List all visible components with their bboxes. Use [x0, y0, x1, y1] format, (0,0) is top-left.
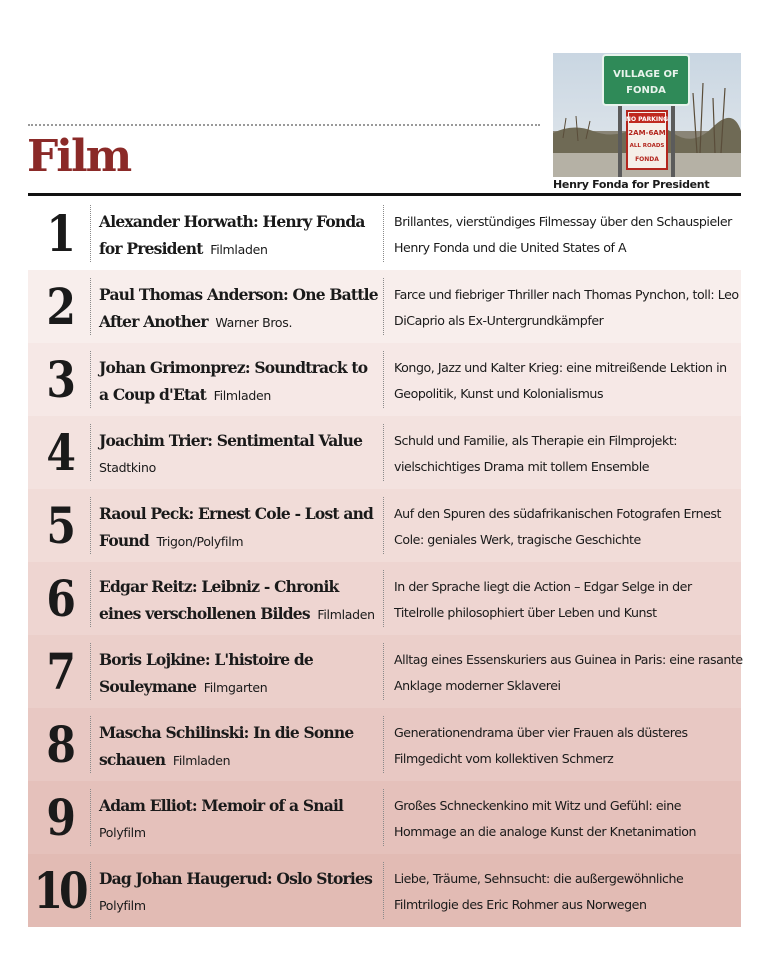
- section-title: Film: [27, 131, 131, 182]
- film-entry: [99, 866, 379, 919]
- sign-text-line1: VILLAGE OF: [613, 69, 679, 80]
- film-distributor: Filmladen: [317, 607, 375, 622]
- column-divider: [383, 205, 384, 262]
- list-item: [28, 270, 741, 343]
- film-title: Joachim Trier: Sentimental Value: [99, 431, 363, 450]
- film-entry: [99, 574, 379, 628]
- list-item: [28, 343, 741, 416]
- column-divider: [383, 789, 384, 846]
- film-entry: [99, 209, 379, 263]
- list-item: [28, 197, 741, 270]
- column-divider: [383, 351, 384, 408]
- film-description: Farce und fiebriger Thriller nach Thomas Pynchon, toll: Leo DiCaprio als Ex-Untergrundkämpfer: [394, 287, 739, 328]
- column-divider: [383, 424, 384, 481]
- column-divider: [383, 716, 384, 773]
- rank-number: 9: [46, 788, 72, 847]
- plate-text-line1: NO PARKING: [625, 116, 669, 123]
- list-item: [28, 854, 741, 927]
- column-divider: [90, 424, 91, 481]
- sign-text-line2: FONDA: [626, 85, 666, 96]
- column-divider: [90, 497, 91, 554]
- film-description: Schuld und Familie, als Therapie ein Filmprojekt: vielschichtiges Drama mit tollem Ensemble: [394, 433, 678, 474]
- column-divider: [90, 716, 91, 773]
- film-distributor: Filmladen: [210, 242, 268, 257]
- film-title: Edgar Reitz: Leibniz - Chronik eines verschollenen Bildes: [99, 577, 339, 623]
- film-description: In der Sprache liegt die Action – Edgar Selge in der Titelrolle philosophiert über Leben und Kunst: [394, 579, 692, 620]
- film-list: [28, 197, 741, 927]
- film-entry: [99, 355, 379, 409]
- header-dotted-rule: [28, 124, 540, 126]
- film-title: Raoul Peck: Ernest Cole - Lost and Found: [99, 504, 374, 550]
- film-entry: [99, 647, 379, 701]
- column-divider: [90, 278, 91, 335]
- film-entry: [99, 720, 379, 774]
- column-divider: [90, 570, 91, 627]
- column-divider: [90, 643, 91, 700]
- column-divider: [383, 862, 384, 919]
- film-description: Auf den Spuren des südafrikanischen Fotografen Ernest Cole: geniales Werk, tragische Geschichte: [394, 506, 721, 547]
- list-item: [28, 562, 741, 635]
- rank-number: 6: [46, 569, 72, 628]
- film-title: Alexander Horwath: Henry Fonda for President: [99, 212, 365, 258]
- plate-text-line3: ALL ROADS: [629, 143, 665, 149]
- film-distributor: Filmladen: [213, 388, 271, 403]
- film-entry: [99, 793, 379, 846]
- film-description: Kongo, Jazz und Kalter Krieg: eine mitreißende Lektion in Geopolitik, Kunst und Kolonialismus: [394, 360, 727, 401]
- film-title: Boris Lojkine: L'histoire de Souleymane: [99, 650, 313, 696]
- rank-number: 5: [46, 496, 72, 555]
- column-divider: [90, 862, 91, 919]
- column-divider: [383, 497, 384, 554]
- rank-number: 4: [46, 423, 72, 482]
- film-description: Liebe, Träume, Sehnsucht: die außergewöhnliche Filmtrilogie des Eric Rohmer aus Norwegen: [394, 871, 684, 912]
- film-distributor: Filmladen: [172, 753, 231, 768]
- column-divider: [90, 205, 91, 262]
- film-distributor: Stadtkino: [99, 460, 156, 475]
- film-entry: [99, 428, 379, 481]
- film-distributor: Polyfilm: [99, 825, 146, 840]
- list-item: [28, 781, 741, 854]
- column-divider: [383, 643, 384, 700]
- film-entry: [99, 282, 379, 336]
- list-item: [28, 635, 741, 708]
- column-divider: [90, 789, 91, 846]
- film-distributor: Polyfilm: [99, 898, 146, 913]
- list-item: [28, 489, 741, 562]
- film-title: Paul Thomas Anderson: One Battle After Another: [99, 285, 378, 331]
- film-description: Brillantes, vierstündiges Filmessay über den Schauspieler Henry Fonda und die United States of A: [394, 214, 732, 255]
- photo-caption: Henry Fonda for President: [553, 178, 710, 191]
- film-distributor: Warner Bros.: [215, 315, 293, 330]
- rank-number: 7: [46, 642, 72, 701]
- film-distributor: Filmgarten: [203, 680, 268, 695]
- film-title: Adam Elliot: Memoir of a Snail: [99, 796, 344, 815]
- list-item: [28, 708, 741, 781]
- rank-number: 10: [33, 861, 85, 920]
- film-title: Dag Johan Haugerud: Oslo Stories: [99, 869, 373, 888]
- village-sign-photo: [553, 53, 741, 177]
- column-divider: [90, 351, 91, 408]
- column-divider: [383, 278, 384, 335]
- column-divider: [383, 570, 384, 627]
- rank-number: 2: [46, 277, 72, 336]
- film-entry: [99, 501, 379, 555]
- film-title: Mascha Schilinski: In die Sonne schauen: [99, 723, 354, 769]
- film-distributor: Trigon/Polyfilm: [156, 534, 244, 549]
- film-description: Alltag eines Essenskuriers aus Guinea in Paris: eine rasante Anklage moderner Sklaverei: [394, 652, 743, 693]
- list-top-rule: [28, 193, 741, 196]
- list-item: [28, 416, 741, 489]
- rank-number: 1: [46, 204, 72, 263]
- plate-text-line2: 2AM-6AM: [628, 129, 666, 137]
- plate-text-line4: FONDA: [635, 156, 659, 163]
- rank-number: 3: [46, 350, 72, 409]
- film-title: Johan Grimonprez: Soundtrack to a Coup d'Etat: [99, 358, 368, 404]
- rank-number: 8: [46, 715, 72, 774]
- film-description: Großes Schneckenkino mit Witz und Gefühl: eine Hommage an die analoge Kunst der Knetanimation: [394, 798, 697, 839]
- film-description: Generationendrama über vier Frauen als düsteres Filmgedicht vom kollektiven Schmerz: [394, 725, 688, 766]
